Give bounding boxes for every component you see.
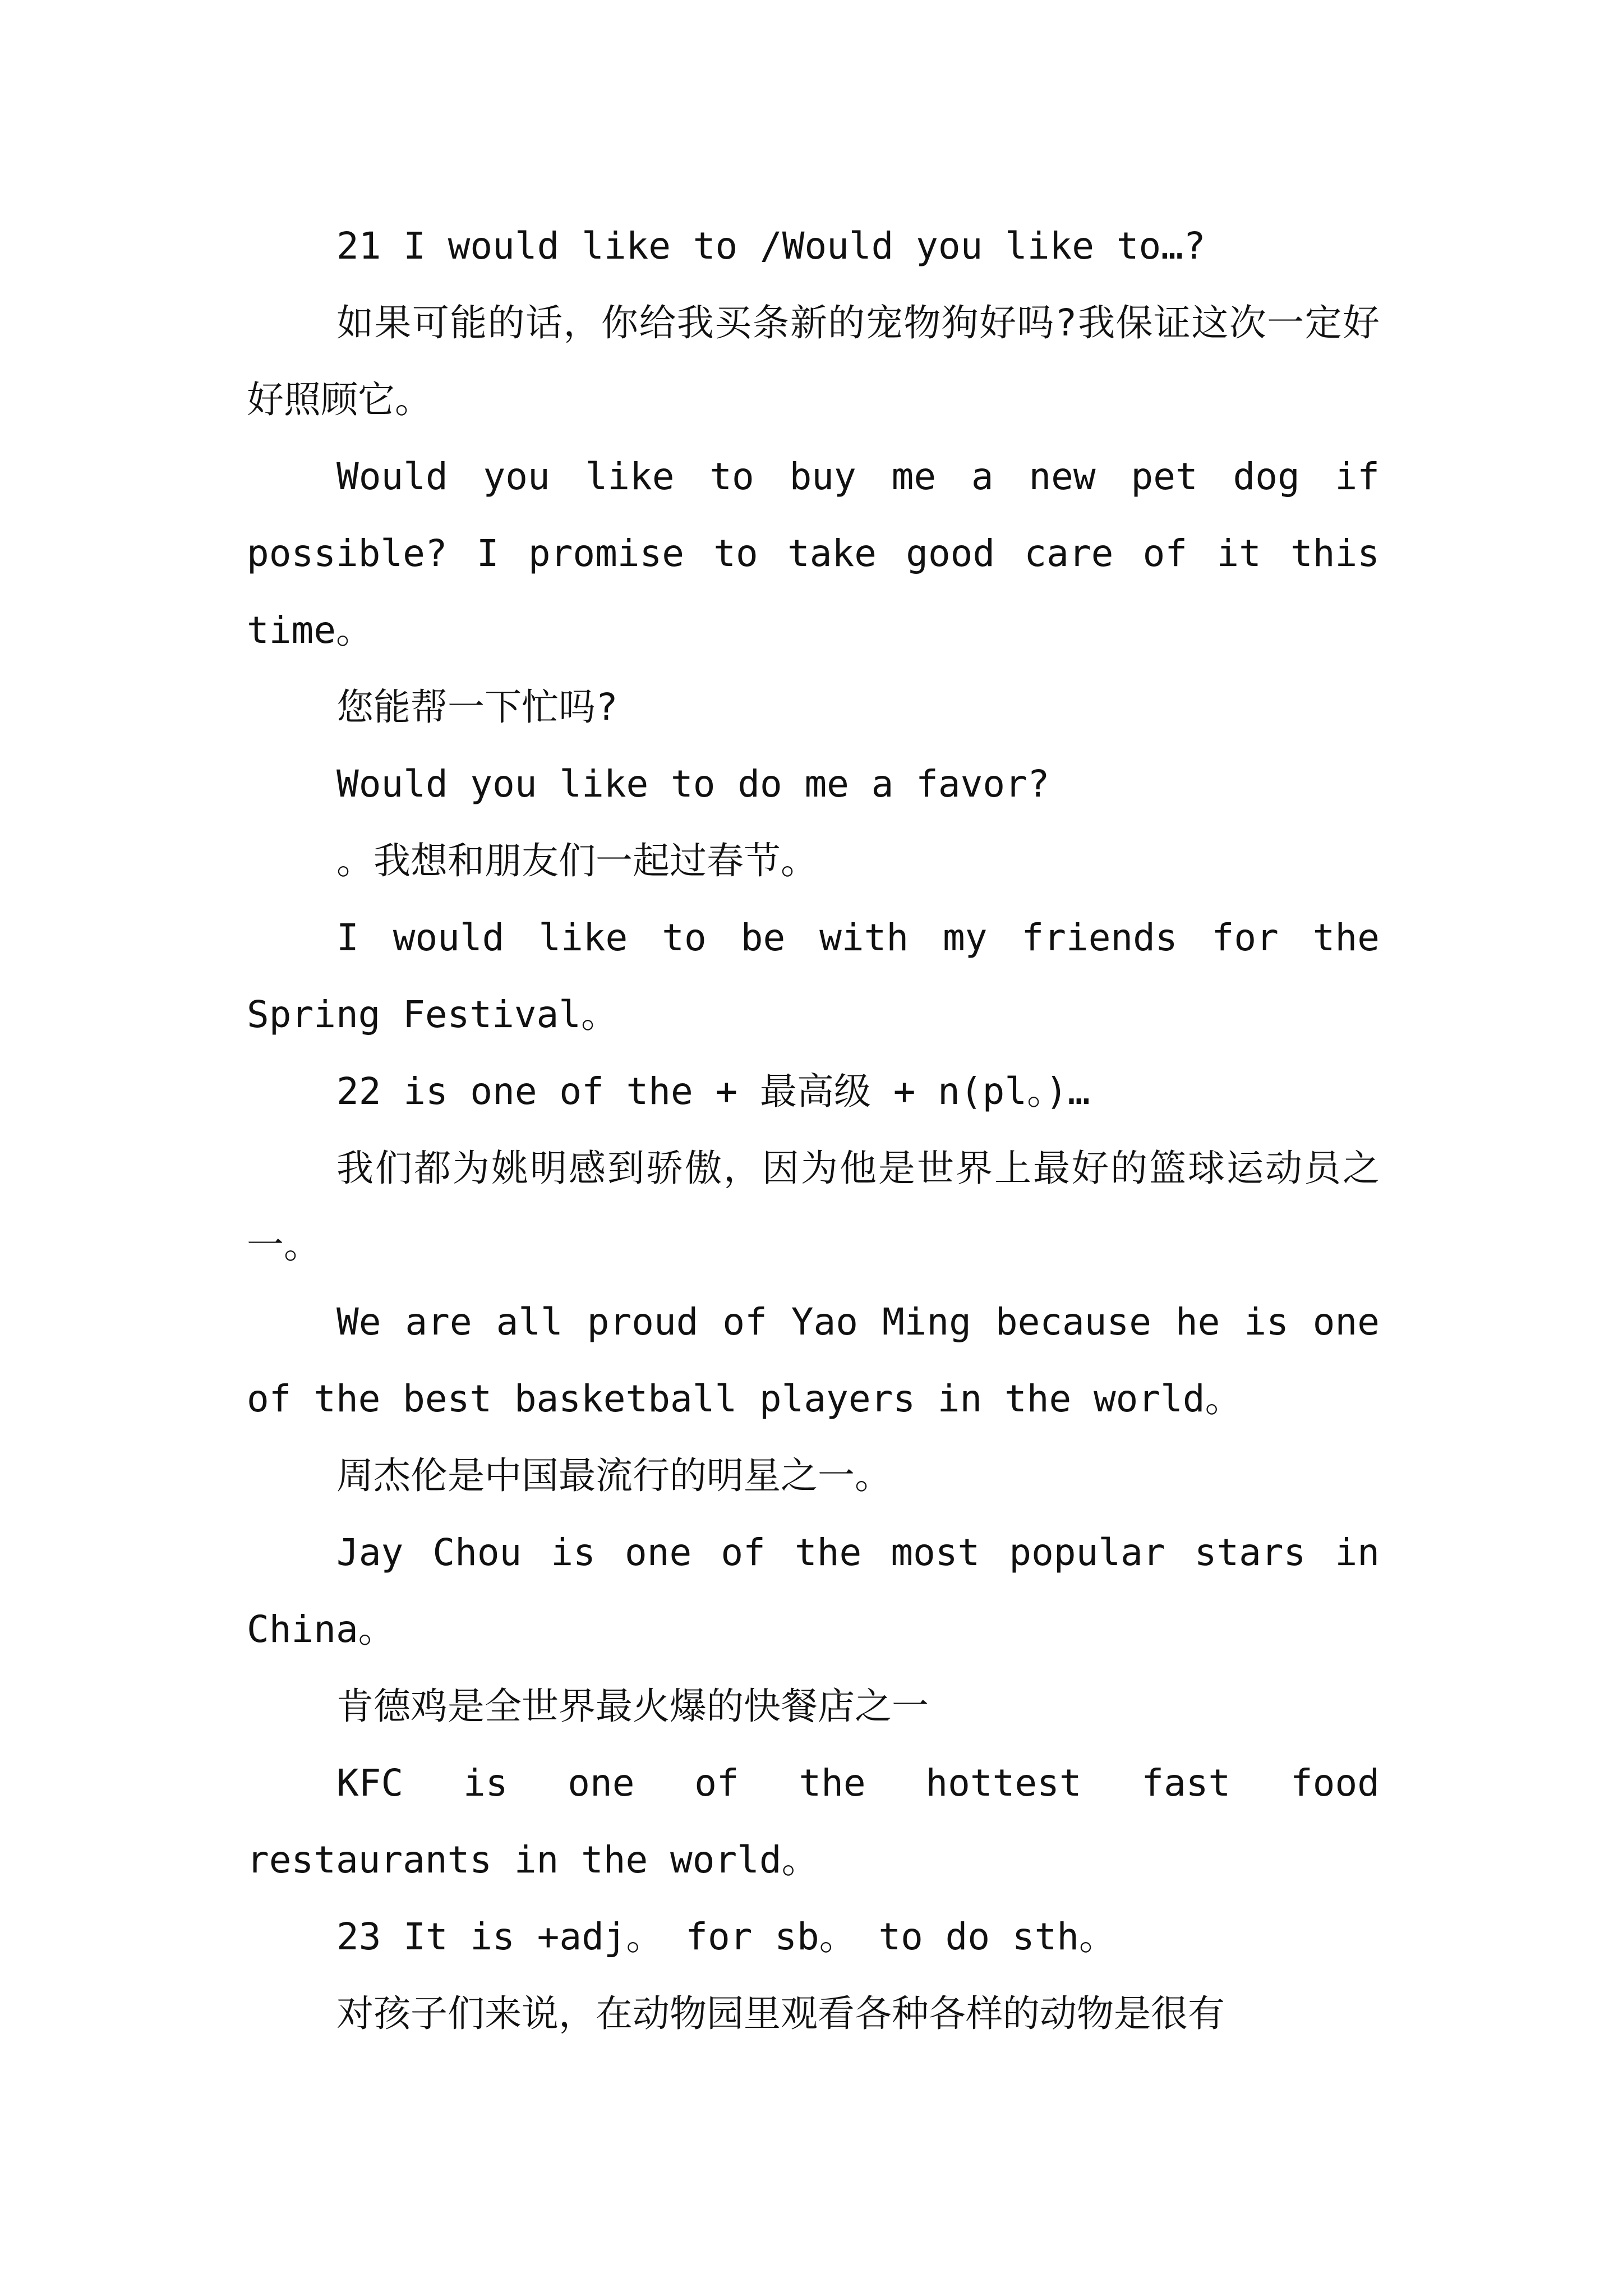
english-sentence: We are all proud of Yao Ming because he is one of the best basketball players in the world。 (247, 1300, 1380, 1420)
english-sentence: KFC is one of the hottest fast food restaurants in the world。 (247, 1761, 1380, 1881)
heading-21: 21 I would like to /Would you like to…? (336, 224, 1206, 268)
chinese-sentence: 肯德鸡是全世界最火爆的快餐店之一 (336, 1685, 929, 1728)
heading-23: 23 It is +adj。 for sb。 to do sth。 (336, 1915, 1117, 1958)
chinese-sentence: 如果可能的话，你给我买条新的宠物狗好吗?我保证这次一定好好照顾它。 (247, 301, 1380, 421)
document-body (247, 208, 1380, 2052)
english-sentence: I would like to be with my friends for the Spring Festival。 (247, 916, 1380, 1036)
chinese-sentence: 您能帮一下忙吗? (336, 685, 618, 729)
english-sentence: Would you like to buy me a new pet dog if possible? I promise to take good care of it this time。 (247, 455, 1380, 652)
chinese-sentence: 。我想和朋友们一起过春节。 (336, 839, 818, 882)
english-sentence: Jay Chou is one of the most popular stars in China。 (247, 1531, 1380, 1651)
english-sentence: Would you like to do me a favor? (336, 762, 1050, 806)
chinese-sentence: 我们都为姚明感到骄傲，因为他是世界上最好的篮球运动员之一。 (247, 1147, 1380, 1267)
chinese-sentence: 对孩子们来说，在动物园里观看各种各样的动物是很有 (336, 1992, 1225, 2035)
heading-22: 22 is one of the + 最高级 + n(pl。)… (336, 1070, 1090, 1113)
chinese-sentence: 周杰伦是中国最流行的明星之一。 (336, 1454, 892, 1497)
